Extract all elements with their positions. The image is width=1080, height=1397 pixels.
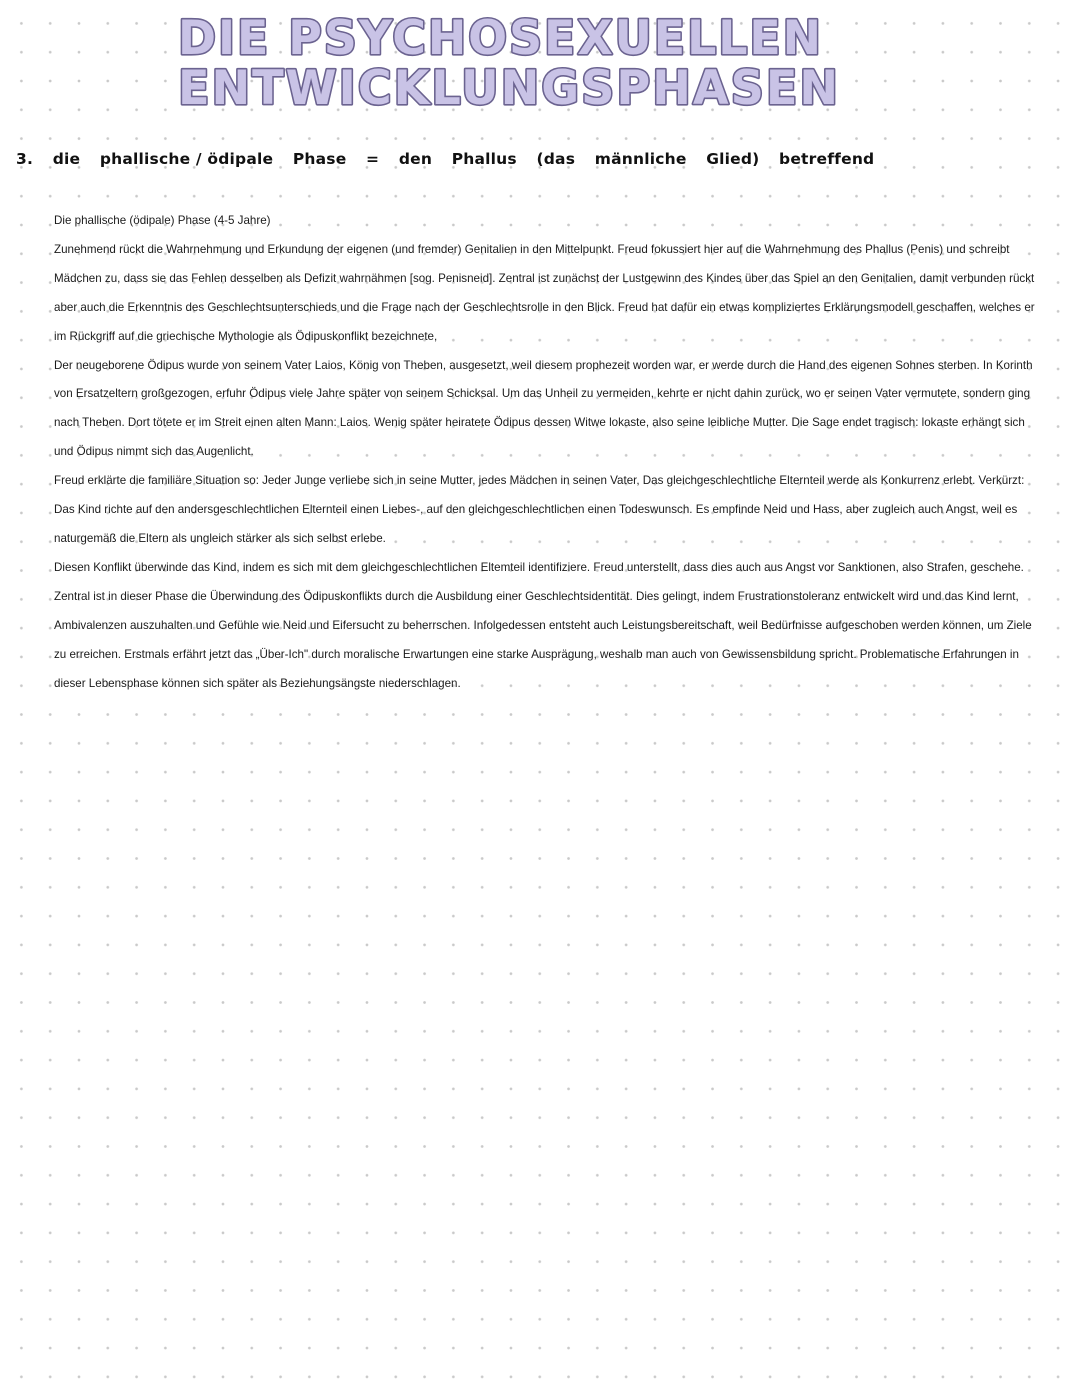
heading-word: Phallus (451, 150, 517, 168)
heading-word: (das (536, 150, 576, 168)
heading-word: männliche (594, 150, 687, 168)
heading-word: betreffend (779, 150, 875, 168)
bubble-title-graphic (170, 6, 850, 114)
heading-word: = (366, 150, 380, 168)
section-heading (16, 150, 1056, 168)
paragraph: Der neugeborene Ödipus wurde von seinem Vater Laios, König von Theben, ausgesetzt, weil diesem prophezeit worden war, er werde durch die Hand des eigenen Sohnes sterben. In Korinth von Ersatzeltern großgezogen, erfuhr Ödipus viele Jahre später von seinem Schicksal. Um das Unheil zu vermeiden, kehrte er nicht dahin zurück, wo er seinen Vater vermutete, sondern ging nach Theben. Dort tötete er im Streit einen alten Mann: Laios. Wenig später heiratete Ödipus dessen Witwe lokaste, also seine leibliche Mutter. Die Sage endet tragisch: lokaste erhängt sich und Ödipus nimmt sich das Augenlicht. (54, 358, 1033, 459)
paragraph: Freud erklärte die familiäre Situation so: Jeder Junge verliebe sich in seine Mutter, jedes Mädchen in seinen Vater, Das gleichgeschlechtliche Elternteil werde als Konkurrenz erlebt. Verkürzt: Das Kind richte auf den andersgeschlechtlichen Elternteil einen Liebes-, auf den gleichgeschlechtlichen einen Todeswunsch. Es empfinde Neid und Hass, aber zugleich auch Angst, weil es naturgemäß die Eltern als ungleich stärker als sich selbst erlebe. (54, 474, 1025, 545)
paragraph: Diesen Konflikt überwinde das Kind, indem es sich mit dem gleichgeschlechtlichen Eltemteil identifiziere. Freud unterstellt, dass dies auch aus Angst vor Sanktionen, also Strafen, geschehe. Zentral ist in dieser Phase die Überwindung des Ödipuskonflikts durch die Ausbildung einer Geschlechtsidentität. Dies gelingt, indem Frustrationstoleranz entwickelt wird und das Kind lernt, Ambivalenzen auszuhalten und Gefühle wie Neid und Eifersucht zu beherrschen. Infolgedessen entsteht auch Leistungsbereitschaft, weil Bedürfnisse aufgeschoben werden können, um Ziele zu erreichen. Erstmals erfährt jetzt das „Über-Ich" durch moralische Erwartungen eine starke Ausprägung, weshalb man auch von Gewissensbildung spricht. Problematische Erfahrungen in dieser Lebensphase können sich später als Beziehungsängste niederschlagen. (54, 560, 1032, 690)
paragraph-subtitle: Die phallische (ödipale) Phase (4-5 Jahre) (54, 214, 271, 227)
body-text (54, 207, 1039, 698)
title-line-2: ENTWICKLUNGSPHASEN (178, 61, 840, 114)
heading-word: Phase (292, 150, 347, 168)
heading-word: den (398, 150, 433, 168)
heading-word: Glied) (706, 150, 760, 168)
title-line-1: DIE PSYCHOSEXUELLEN (178, 11, 823, 66)
page-title (170, 6, 850, 114)
heading-word: phallische / ödipale (99, 150, 274, 168)
heading-word: die (52, 150, 81, 168)
section-number: 3. (16, 150, 34, 168)
paragraph: Zunehmend rückt die Wahrnehmung und Erkundung der eigenen (und fremder) Genitalien in den Mittelpunkt. Freud fokussiert hier auf die Wahrnehmung des Phallus (Penis) und schreibt Mädchen zu, dass sie das Fehlen desselben als Defizit wahrnähmen [sog. Penisneid]. Zentral ist zunächst der Lustgewinn des Kindes über das Spiel an den Genitalien, damit verbunden rückt aber auch die Erkenntnis des Geschlechtsunterschieds und die Frage nach der Geschlechtsrolle in den Blick. Freud hat dafür ein etwas kompliziertes Erklärungsmodell geschaffen, welches er im Rückgriff auf die griechische Mythologie als Ödipuskonflikt bezeichnete, (54, 242, 1035, 343)
